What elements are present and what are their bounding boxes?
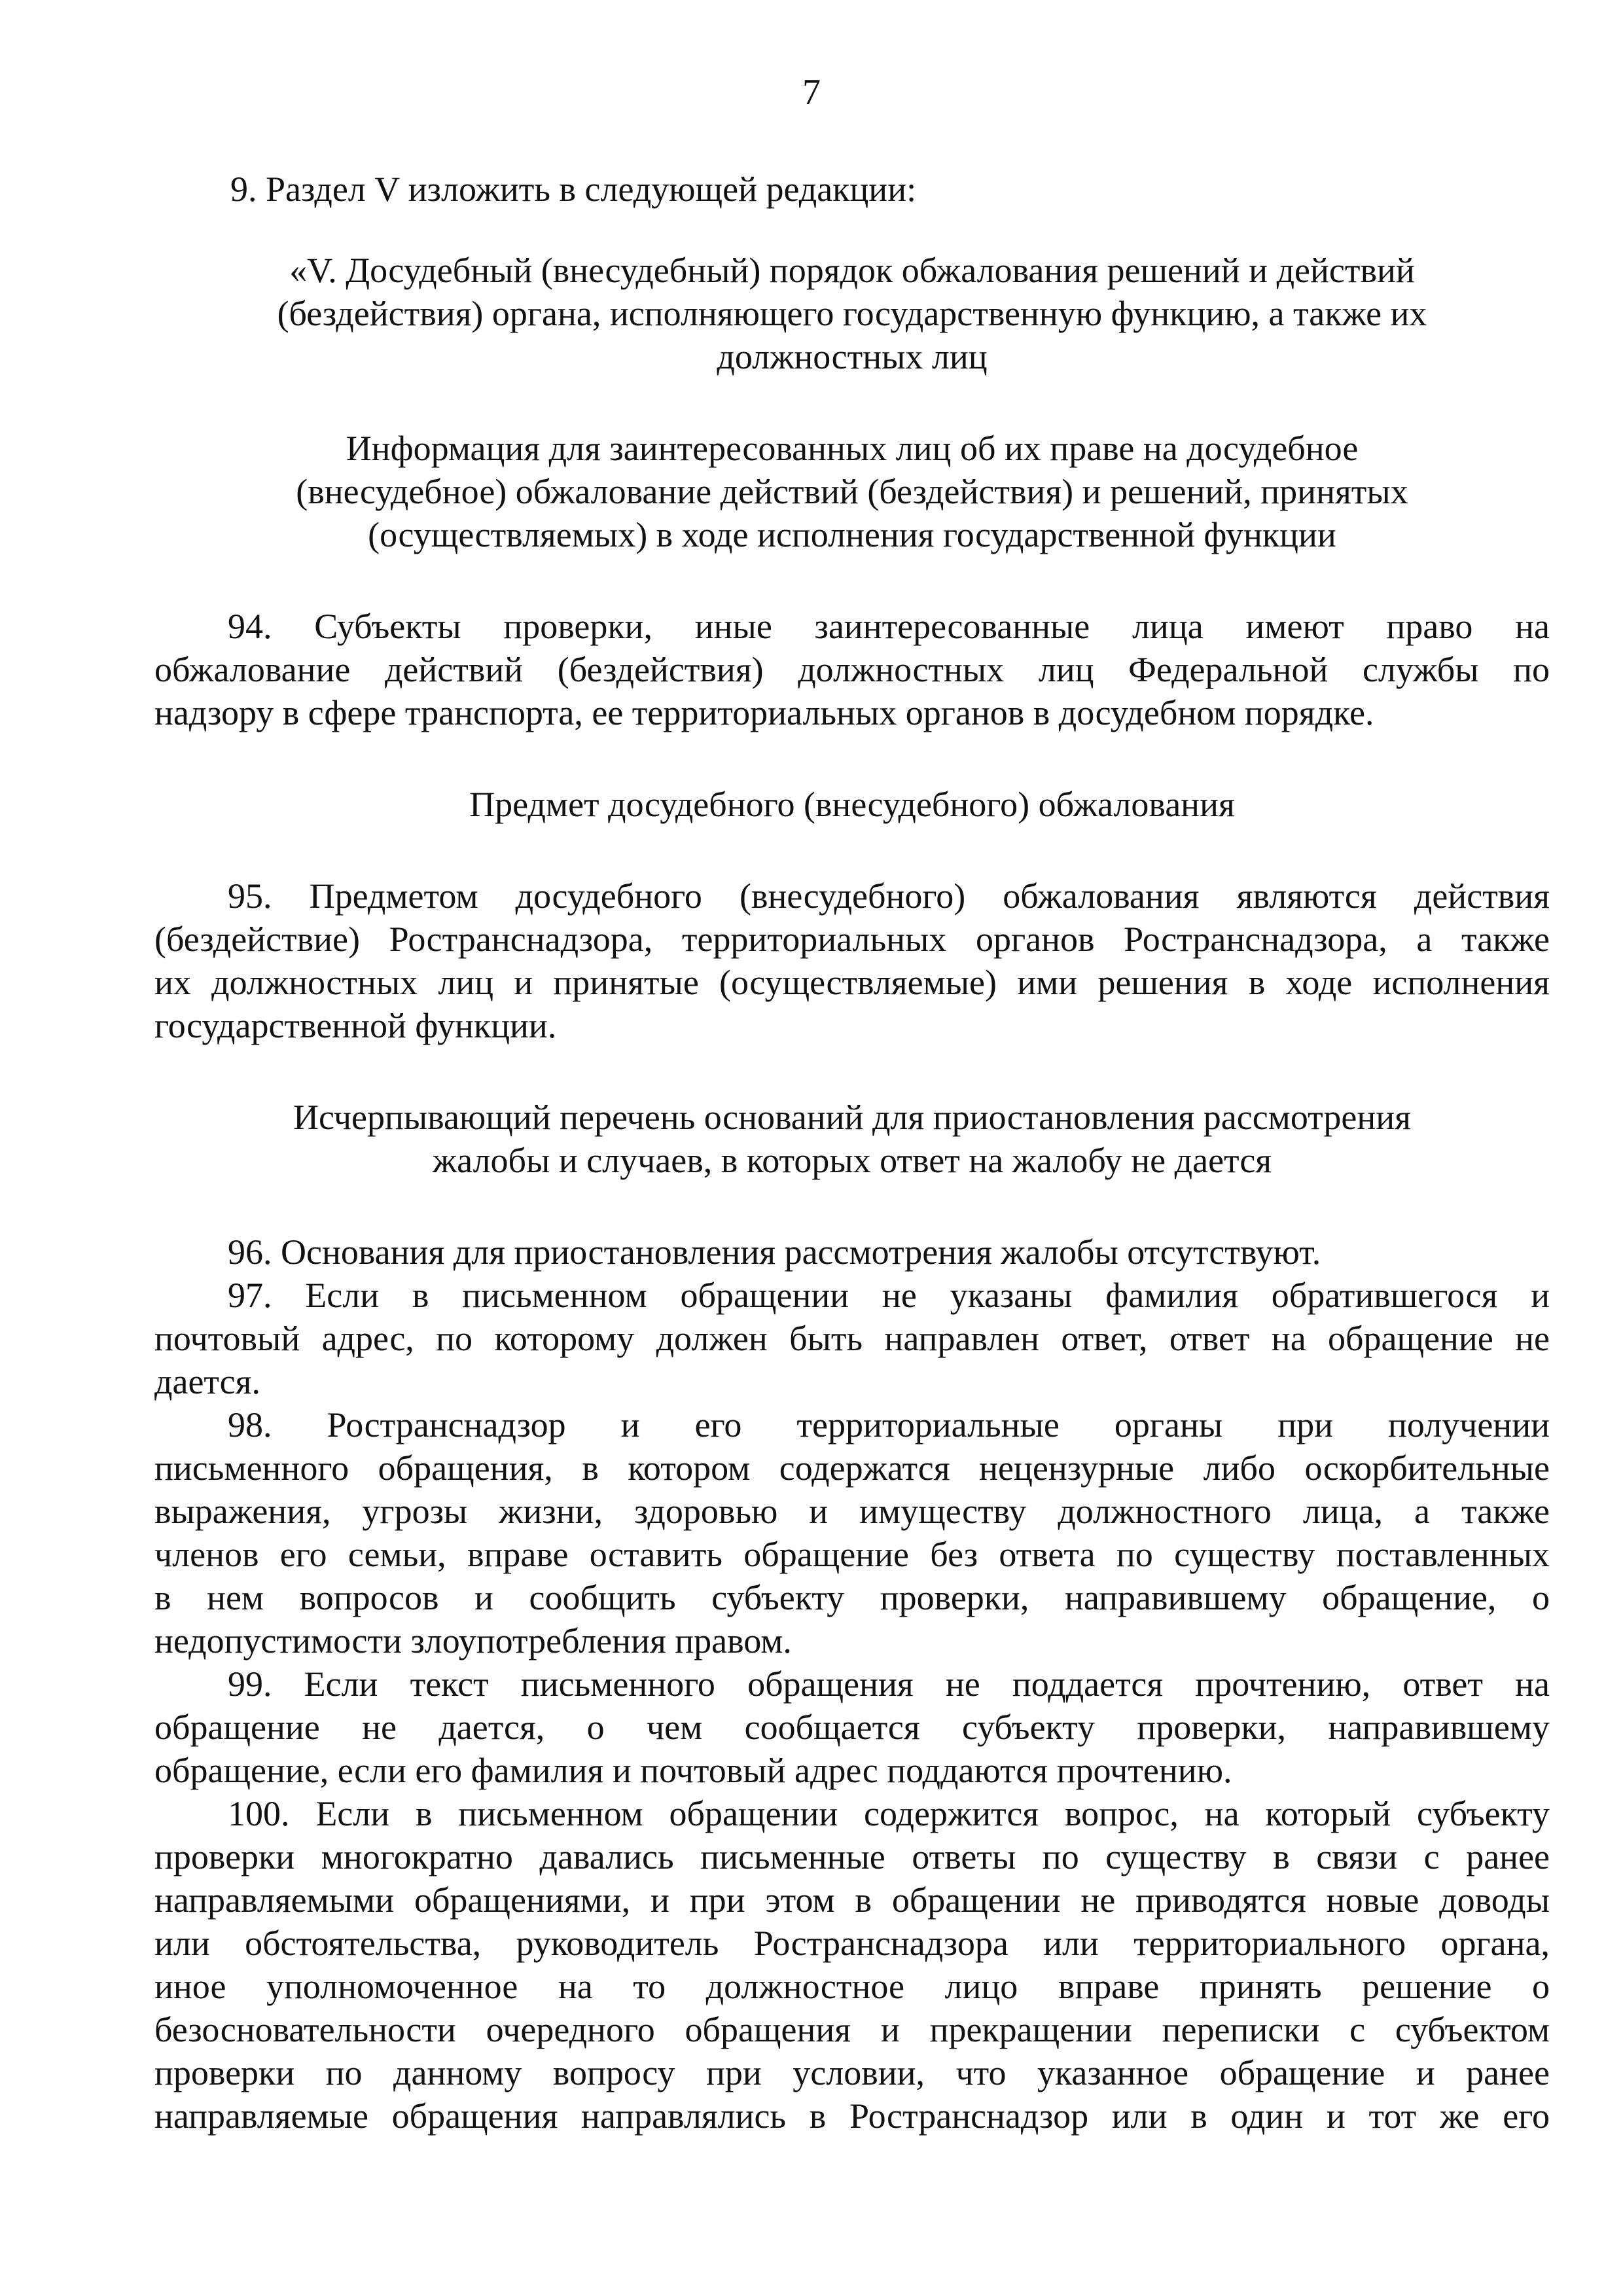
paragraph-96: 96. Основания для приостановления рассмотрения жалобы отсутствуют. — [228, 1232, 1321, 1272]
subject-heading: Предмет досудебного (внесудебного) обжалования — [469, 785, 1235, 824]
item-9-text: 9. Раздел V изложить в следующей редакции: — [230, 170, 917, 209]
document-page: 7 9. Раздел V изложить в следующей редакции: «V. Досудебный (внесудебный) порядок обжалования решений и действий (бездействия) органа, исполняющего государственную функцию, а также их должностных лиц Информация для заинтересованных лиц об их праве на досудебное (внесудебное) обжалование действий (бездействия) и решений, принятых (осуществляемых) в ходе исполнения государственной функции 94. Субъекты проверки, иные заинтересованные лица имеют право на обжалование действий (бездействия) должностных лиц Федеральной службы по надзору в сфере транспорта, ее территориальных органов в досудебном порядке. Предмет досудебного (внесудебного) обжалования 95. Предметом досудебного (внесудебного) обжалования являются действия (бездействие) Ространснадзора, территориальных органов Ространснадзора, а также их должностных лиц и принятые (осуществляемые) ими решения в ходе исполнения государственной функции. Исчерпывающий перечень оснований для приостановления рассмотрения жалобы и случаев, в которых ответ на жалобу не дается 96. Основания для приостановления рассмотрения жалобы отсутствуют. 97. Если в письменном обращении не указаны фамилия обратившегося и почтовый адрес, по которому должен быть направлен ответ, ответ на обращение не дается. 98. Ространснадзор и его территориальные органы при получении письменного обращения, в котором содержатся нецензурные либо оскорбительные выражения, угрозы жизни, здоровью и имуществу должностного лица, а также членов его семьи, вправе оставить обращение без ответа по существу поставленных в нем вопросов и сообщить субъекту проверки, направившему обращение, о недопустимости злоупотребления правом. 99. Если текст письменного обращения не поддается прочтению, ответ на обращение не дается, о чем сообщается субъекту проверки, направившему обращение, если его фамилия и почтовый адрес поддаются прочтению. 100. Если в письменном обращении содержится вопрос, на который субъекту проверки многократно давались письменные ответы по существу в связи с ранее направляемыми обращениями, и при этом в обращении не приводятся новые доводы или обстоятельства, руководитель Ространснадзора или территориального органа, иное уполномоченное на то должностное лицо вправе принять решение о безосновательности очередного обращения и прекращении переписки с субъектом проверки по данному вопросу при условии, что указанное обращение и ранее направляемые обращения направлялись в Ространснадзор или в один и тот же его — [0, 0, 1623, 2296]
page-number: 7 — [802, 72, 821, 113]
